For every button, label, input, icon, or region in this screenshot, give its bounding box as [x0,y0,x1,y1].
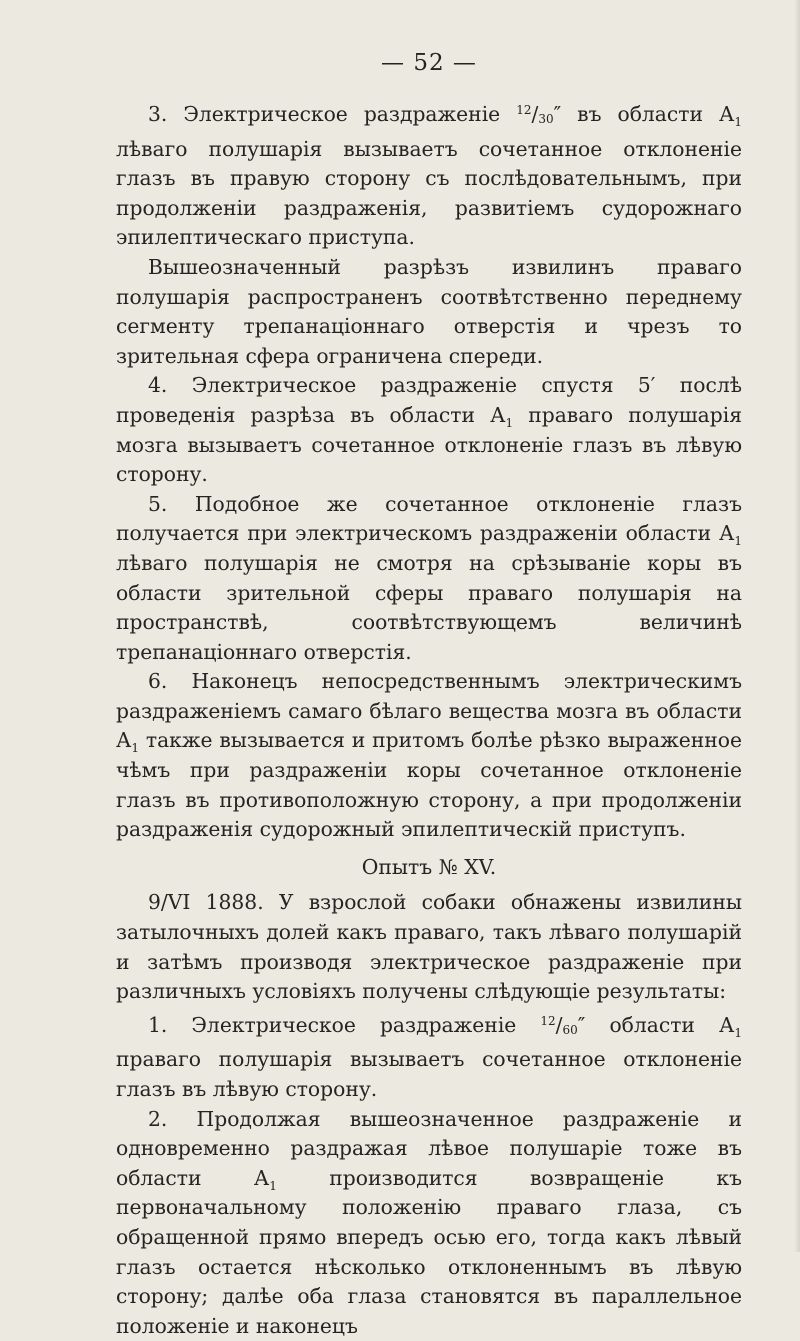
subscript: 1 [734,1025,743,1040]
subscript: 1 [131,741,140,756]
experiment-heading: Опытъ № XV. [361,854,497,879]
fraction-denominator: 30 [538,112,554,126]
subscript: 1 [269,1178,277,1193]
paragraph-3: 3. Электрическое раздраженіе $^{12}$/30″ въ области $А_1$ лѣваго полушарія вызываетъ сочетанное отклоненіе глазъ въ правую сторону съ послѣдовательнымъ, при продолженіи раздраженія, развитіемъ судорожнаго эпилептическаго приступа. [116,102,742,250]
paragraph-cut: Вышеозначенный разрѣзъ извилинъ праваго полушарія распространенъ соотвѣтственно переднему сегменту трепанаціоннаго отверстія и чрезъ то зрительная сфера ограничена спереди. [116,254,742,368]
fraction-numerator: 12 [516,103,532,117]
subscript: 1 [734,115,742,130]
paragraph-q1: 1. Электрическое раздраженіе $^{12}$/60″ области $А_1$ праваго полушарія вызываетъ сочетанное отклоненіе глазъ въ лѣвую сторону. [116,1012,743,1101]
fraction-denominator: 60 [562,1022,578,1037]
page-edge [794,0,800,1252]
paragraph-5: 5. Подобное же сочетанное отклоненіе глазъ получается при электрическомъ раздраженіи области $А_1$ лѣваго полушарія не смотря на срѣзываніе коры въ области зрительной сферы праваго полушарія на пространствѣ, соотвѣтствующемъ величинѣ трепанаціоннаго отверстія. [116,491,742,664]
paragraph-intro: 9/VI 1888. У взрослой собаки обнажены извилины затылочныхъ долей какъ праваго, такъ лѣваго полушарій и затѣмъ производя электрическое раздраженіе при различныхъ условіяхъ получены слѣдующіе результаты: [116,890,742,1004]
subscript: 1 [734,534,742,549]
paragraph-q2: 2. Продолжая вышеозначенное раздраженіе и одновременно раздражая лѣвое полушаріе тоже въ области $А_1$ производится возвращеніе къ первоначальному положенію праваго глаза, съ обращенной прямо впередъ осью его, тогда какъ лѣвый глазъ остается нѣсколько отклоненнымъ въ лѣвую сторону; далѣе оба глаза становятся въ параллельное положеніе и наконецъ [116,1106,742,1338]
page-number: — 52 — [381,50,477,76]
fraction-numerator: 12 [540,1013,556,1028]
paragraph-4: 4. Электрическое раздраженіе спустя 5′ послѣ проведенія разрѣза въ области $А_1$ праваго полушарія мозга вызываетъ сочетанное отклоненіе глазъ въ лѣвую сторону. [116,373,742,487]
paragraph-6: 6. Наконецъ непосредственнымъ электрическимъ раздраженіемъ самаго бѣлаго вещества мозга въ области $А_1$ также вызывается и притомъ болѣе рѣзко выраженное чѣмъ при раздраженіи коры сочетанное отклоненіе глазъ въ противоположную сторону, а при продолженіи раздраженія судорожный эпилептическій приступъ. [116,669,742,842]
subscript: 1 [505,415,514,430]
